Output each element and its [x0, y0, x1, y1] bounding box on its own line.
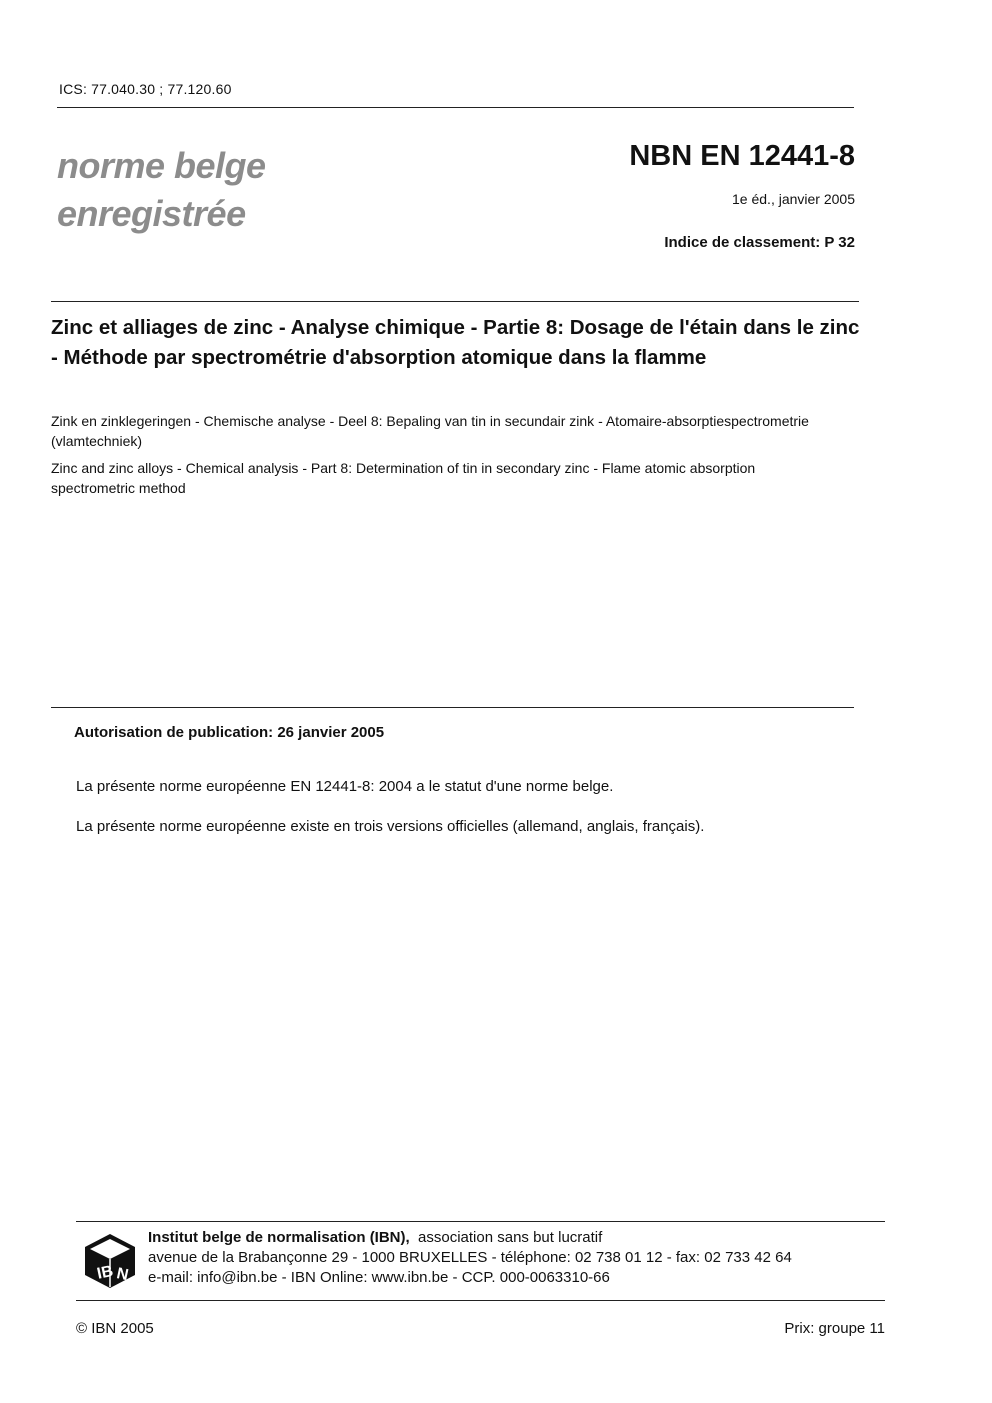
- title-french: Zinc et alliages de zinc - Analyse chimique - Partie 8: Dosage de l'étain dans le zinc - Méthode par spectrométrie d'absorption atomique dans la flamme: [51, 316, 860, 369]
- versions-statement: La présente norme européenne existe en trois versions officielles (allemand, anglais, français).: [76, 818, 705, 835]
- publication-authorization: Autorisation de publication: 26 janvier 2005: [74, 724, 385, 741]
- title-dutch: Zink en zinklegeringen - Chemische analyse - Deel 8: Bepaling van tin in secundair zink - Atomaire-absorptiespectrometrie (vlamtechniek): [51, 413, 809, 449]
- institute-name-line: [148, 1228, 602, 1248]
- standard-number: NBN EN 12441-8: [629, 140, 855, 172]
- norme-belge-label: [57, 142, 266, 238]
- title-rule-top: [51, 301, 859, 302]
- logo-lettering: IB: [95, 1262, 115, 1283]
- price-group: Prix: groupe 11: [784, 1320, 885, 1337]
- svg-text:N: N: [115, 1265, 130, 1285]
- norme-line-2: enregistrée: [57, 193, 246, 234]
- classification-index: Indice de classement: P 32: [664, 234, 855, 251]
- title-rule-bottom: [51, 707, 854, 708]
- institute-contact: e-mail: info@ibn.be - IBN Online: www.ibn.be - CCP. 000-0063310-66: [148, 1269, 610, 1286]
- ibn-logo-icon: [84, 1233, 136, 1289]
- status-statement: La présente norme européenne EN 12441-8: 2004 a le statut d'une norme belge.: [76, 778, 614, 795]
- edition-date: 1e éd., janvier 2005: [732, 191, 855, 207]
- footer-rule-top: [76, 1221, 885, 1222]
- institute-type: association sans but lucratif: [418, 1229, 603, 1246]
- institute-address: avenue de la Brabançonne 29 - 1000 BRUXELLES - téléphone: 02 738 01 12 - fax: 02 733 42 64: [148, 1249, 792, 1266]
- norme-line-1: norme belge: [57, 145, 266, 186]
- footer-rule-bottom: [76, 1300, 885, 1301]
- title-english: Zinc and zinc alloys - Chemical analysis - Part 8: Determination of tin in secondary zinc - Flame atomic absorption spectrometric method: [51, 460, 756, 496]
- header-rule: [57, 107, 854, 108]
- institute-name: Institut belge de normalisation (IBN),: [148, 1229, 410, 1246]
- copyright: © IBN 2005: [76, 1320, 154, 1337]
- ics-codes: ICS: 77.040.30 ; 77.120.60: [59, 81, 232, 97]
